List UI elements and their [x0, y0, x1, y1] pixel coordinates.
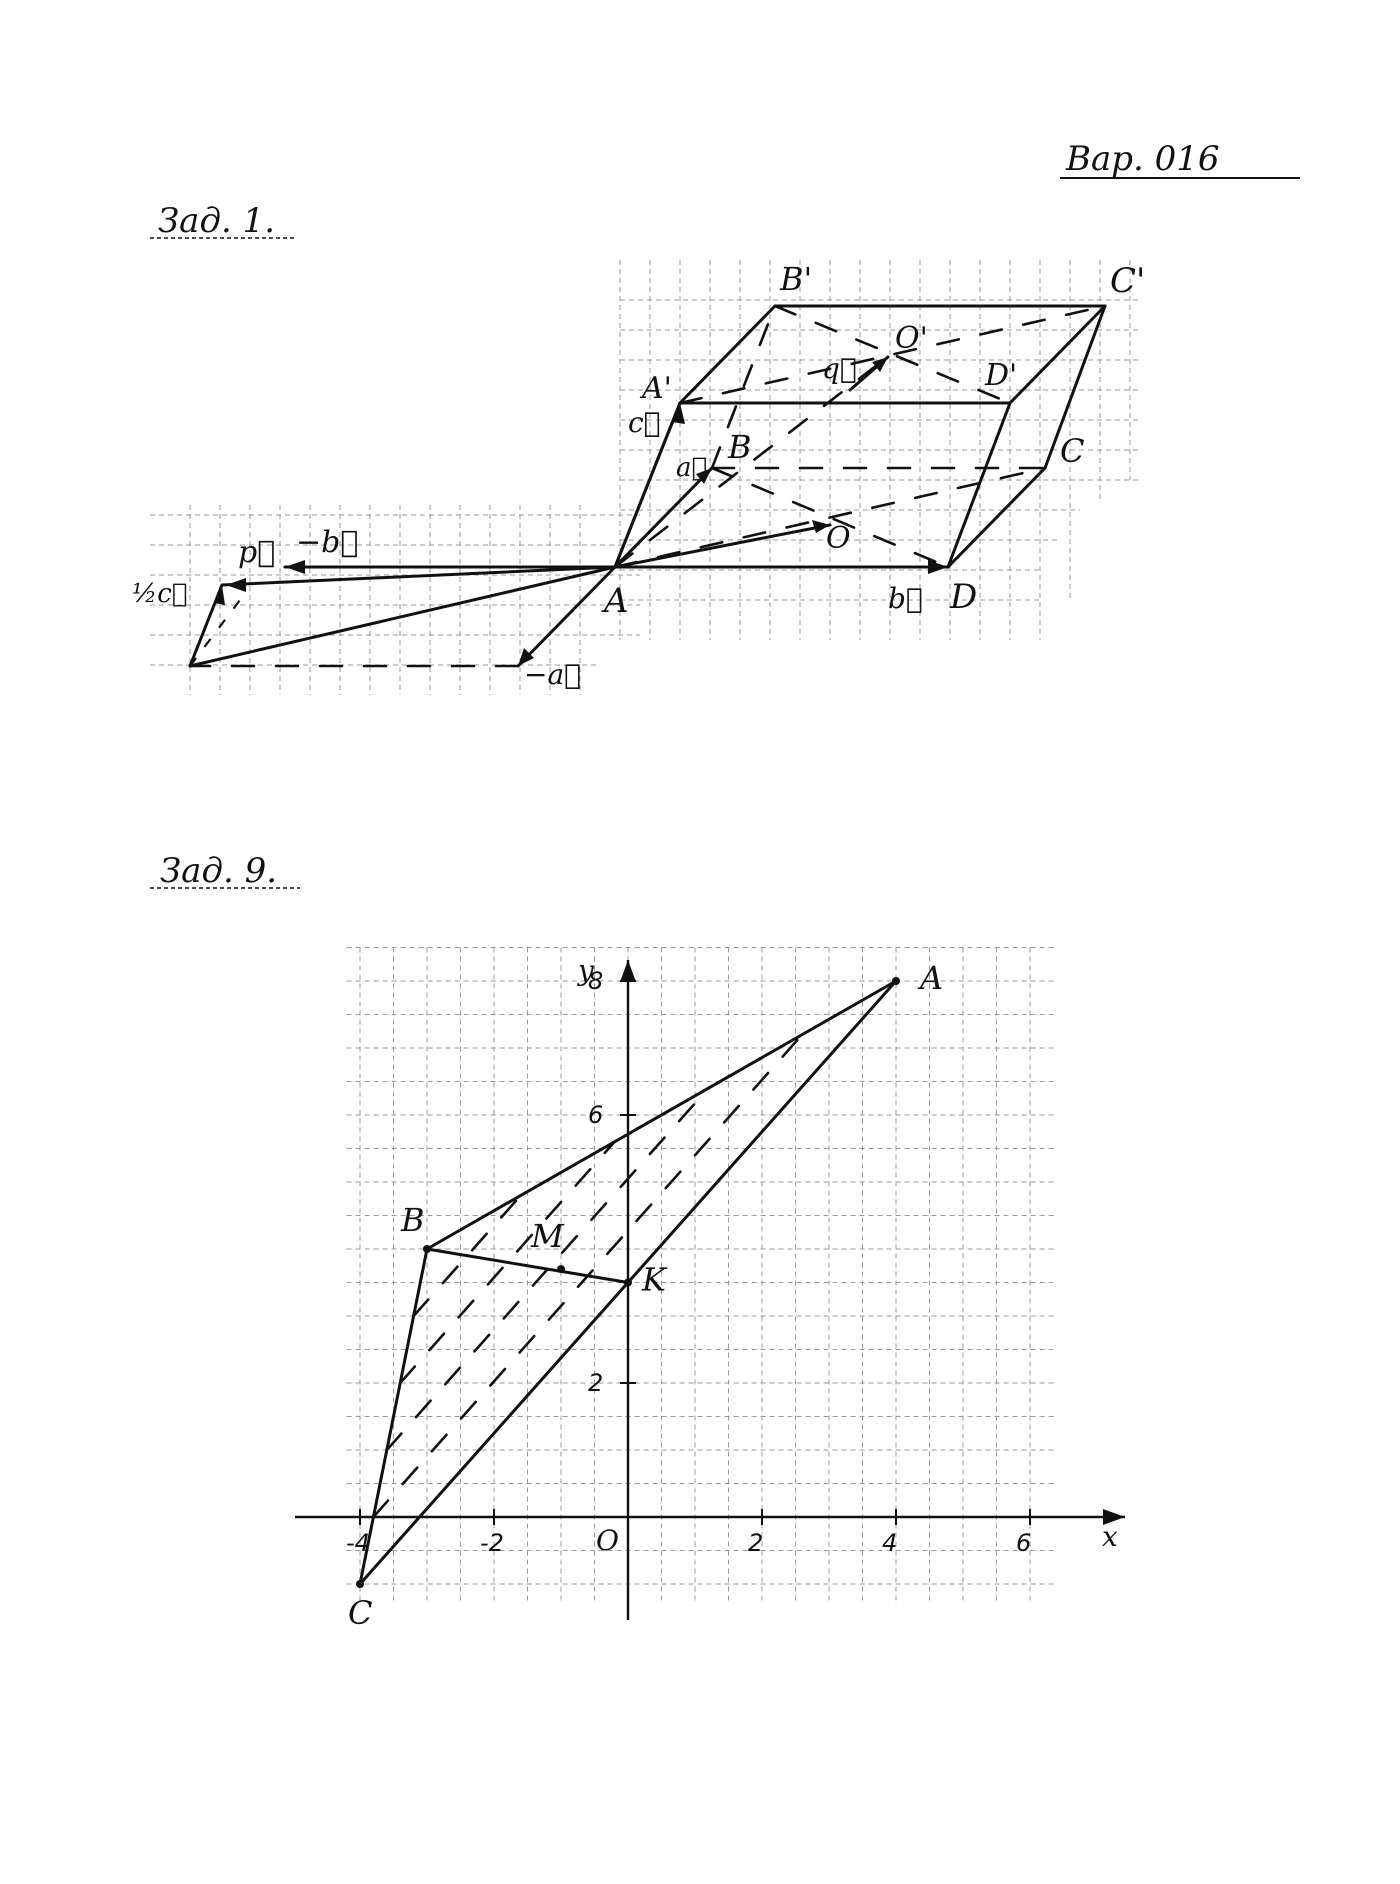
task9-title: Зад. 9.: [160, 851, 278, 891]
diag-b1-d1: [775, 306, 1010, 403]
vector-minus-a: [518, 567, 615, 666]
label-vec-a: a⃗: [676, 453, 708, 483]
point-label-c: C: [348, 1594, 373, 1632]
label-vec-minus-b: −b⃗: [296, 525, 359, 560]
task1-section: [132, 201, 1145, 695]
task1-title: Зад. 1.: [158, 201, 276, 241]
vector-p: [190, 567, 615, 666]
point-label-k: K: [642, 1260, 666, 1299]
point-label-b: B: [401, 1201, 425, 1239]
point-a: [892, 977, 900, 985]
x-tick-label: 6: [1016, 1529, 1032, 1557]
label-d1: D': [985, 358, 1018, 393]
y-tick-label: 6: [588, 1101, 604, 1129]
y-tick-label: 8: [588, 967, 604, 995]
edge-b1-a1: [680, 306, 775, 403]
vector-construction: [190, 560, 615, 666]
origin-label: O: [596, 1524, 619, 1557]
points: [348, 959, 943, 1632]
diag-a1-c1: [680, 306, 1105, 403]
vector-ao: [615, 525, 830, 567]
label-vec-minus-a: −a⃗: [524, 658, 581, 691]
y-axis-label: y: [578, 954, 594, 987]
y-tick-label: 2: [588, 1369, 604, 1397]
variant-header: [1060, 139, 1300, 179]
task9-grid: [347, 948, 1057, 1605]
label-a: A: [604, 581, 629, 621]
label-a1: A': [642, 371, 672, 406]
label-d: D: [950, 577, 978, 617]
label-vec-b: b⃗: [888, 582, 923, 615]
task9-section: [150, 851, 1125, 1632]
point-b: [423, 1245, 431, 1253]
label-vec-q: q⃗: [822, 352, 857, 385]
label-vec-c: c⃗: [628, 406, 661, 439]
x-tick-label: -4: [346, 1529, 370, 1557]
edge-d1-c1: [1010, 306, 1105, 403]
label-o: O: [826, 521, 851, 556]
task1-grid: [150, 260, 1140, 695]
point-m: [557, 1265, 565, 1273]
point-c: [356, 1580, 364, 1588]
edge-d-c: [948, 468, 1045, 567]
label-c: C: [1060, 432, 1085, 470]
point-label-a: A: [920, 959, 944, 997]
construction-line-top: [222, 567, 615, 585]
variant-label: Вар. 016: [1066, 139, 1220, 179]
label-c1: C': [1110, 261, 1146, 301]
edge-d-d1: [948, 403, 1010, 567]
x-tick-label: 4: [882, 1529, 898, 1557]
label-b: B: [728, 428, 752, 466]
x-axis-label: x: [1102, 1520, 1118, 1553]
label-vec-p: p⃗: [238, 535, 276, 570]
x-tick-label: -2: [480, 1529, 504, 1557]
label-o1: O': [895, 321, 928, 356]
label-b1: B': [780, 260, 813, 298]
point-label-m: M: [531, 1217, 564, 1256]
x-tick-label: 2: [748, 1529, 764, 1557]
axis-ticks: [346, 967, 1031, 1557]
label-vec-half-c: ½c⃗: [132, 579, 188, 609]
point-k: [624, 1279, 632, 1287]
